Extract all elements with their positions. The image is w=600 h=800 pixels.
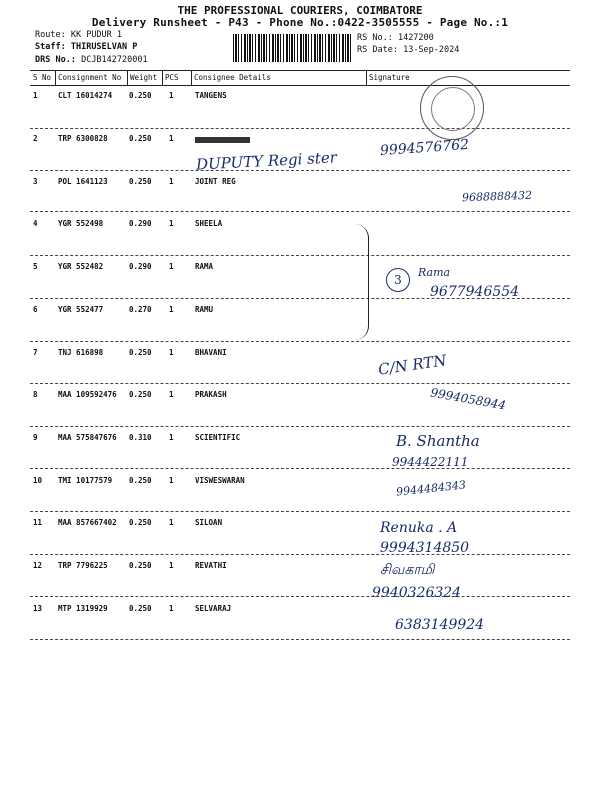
table-row [30,134,570,148]
row-consignment: MTP 1319929 [58,604,108,613]
row-weight: 0.250 [129,91,152,100]
row-pcs: 1 [169,134,174,143]
row-consignment: YGR 552498 [58,219,104,228]
rs-date-value: 13-Sep-2024 [403,45,460,55]
row-sno: 2 [33,134,38,143]
row-sno: 11 [33,518,43,527]
row-weight: 0.270 [129,305,152,314]
handwritten-phone: 9994058944 [429,385,507,413]
table-row [30,177,570,191]
col-divider [162,70,163,86]
row-pcs: 1 [169,348,174,357]
row-pcs: 1 [169,476,174,485]
handwritten-phone: 9994576762 [379,136,470,160]
handwritten-name: Rama [418,266,451,279]
row-separator [30,596,570,597]
row-consignment: CLT 16014274 [58,91,113,100]
stamp-inner-ring [431,87,475,131]
row-consignee: RAMA [195,262,214,271]
group-brace [350,224,369,340]
route-value: KK PUDUR 1 [70,30,123,40]
row-consignee: RAMU [195,305,214,314]
col-header-pcs: PCS [165,73,179,82]
table-row [30,348,570,362]
drs-line [35,55,148,65]
table-row [30,305,570,319]
header-top-line [30,70,570,71]
route-label: Route: [35,30,66,40]
row-consignment: POL 1641123 [58,177,108,186]
row-separator [30,426,570,427]
row-consignee: PRAKASH [195,390,227,399]
handwritten-name: சிவகாமி [380,562,435,578]
row-weight: 0.250 [129,561,152,570]
col-header-consignee: Consignee Details [194,73,271,82]
runsheet-title: Delivery Runsheet - P43 - Phone No.:0422-3505555 - Page No.:1 [91,16,509,29]
row-consignee-struck [195,137,250,143]
table-row [30,476,570,490]
row-pcs: 1 [169,91,174,100]
row-pcs: 1 [169,305,174,314]
row-consignment: TNJ 616898 [58,348,104,357]
handwritten-phone: 9677946554 [430,284,520,300]
row-weight: 0.250 [129,476,152,485]
staff-label: Staff: [35,42,66,52]
handwritten-note: DUPUTY Regi ster [195,148,338,174]
row-pcs: 1 [169,262,174,271]
row-consignee: SELVARAJ [195,604,232,613]
col-divider [127,70,128,86]
row-sno: 5 [33,262,38,271]
handwritten-phone: 9688888432 [461,188,533,205]
table-row [30,262,570,276]
rs-no-label: RS No.: [357,33,393,43]
handwritten-circled-count: 3 [386,268,410,292]
staff-value: THIRUSELVAN P [70,42,138,52]
handwritten-phone: 9994314850 [380,540,470,556]
row-consignment: YGR 552477 [58,305,104,314]
row-separator [30,639,570,640]
row-separator [30,468,570,469]
rs-date-line [357,45,459,55]
row-sno: 9 [33,433,38,442]
row-consignment: TRP 6300828 [58,134,108,143]
row-sno: 3 [33,177,38,186]
row-separator [30,211,570,212]
row-separator [30,383,570,384]
row-pcs: 1 [169,518,174,527]
barcode [233,34,353,62]
row-separator [30,341,570,342]
col-header-consignment: Consignment No [58,73,122,82]
row-sno: 12 [33,561,43,570]
col-divider [366,70,367,86]
row-separator [30,128,570,129]
company-title: THE PROFESSIONAL COURIERS, COIMBATORE [177,4,423,17]
row-consignee: SHEELA [195,219,223,228]
row-sno: 13 [33,604,43,613]
row-consignee: BHAVANI [195,348,227,357]
row-consignee: REVATHI [195,561,227,570]
row-weight: 0.290 [129,262,152,271]
row-weight: 0.250 [129,518,152,527]
table-row [30,518,570,532]
row-pcs: 1 [169,219,174,228]
row-sno: 8 [33,390,38,399]
table-row [30,219,570,233]
row-weight: 0.250 [129,134,152,143]
col-header-signature: Signature [369,73,410,82]
row-sno: 4 [33,219,38,228]
row-sno: 7 [33,348,38,357]
col-divider [55,70,56,86]
rs-no-value: 1427200 [397,33,434,43]
row-pcs: 1 [169,390,174,399]
row-separator [30,255,570,256]
row-separator [30,170,570,171]
header-bottom-line [30,85,570,86]
row-pcs: 1 [169,433,174,442]
row-consignment: TRP 7796225 [58,561,108,570]
col-header-weight: Weight [130,73,158,82]
handwritten-name: Renuka . A [380,520,458,536]
handwritten-note: C/N RTN [377,351,448,379]
row-sno: 1 [33,91,38,100]
row-weight: 0.250 [129,604,152,613]
rs-date-label: RS Date: [357,45,398,55]
rs-no-line [357,33,434,43]
row-consignment: MAA 575847676 [58,433,117,442]
drs-label: DRS No.: [35,55,76,65]
row-pcs: 1 [169,604,174,613]
staff-line [35,42,137,52]
table-row [30,561,570,575]
handwritten-phone: 6383149924 [395,617,485,633]
row-weight: 0.250 [129,177,152,186]
company-stamp [420,76,484,140]
row-consignment: YGR 552482 [58,262,104,271]
row-pcs: 1 [169,561,174,570]
row-weight: 0.310 [129,433,152,442]
row-consignee: VISWESWARAN [195,476,245,485]
row-weight: 0.290 [129,219,152,228]
row-weight: 0.250 [129,348,152,357]
handwritten-name: B. Shantha [396,432,480,450]
row-pcs: 1 [169,177,174,186]
row-consignee: TANGENS [195,91,227,100]
row-consignment: TMI 10177579 [58,476,113,485]
row-separator [30,511,570,512]
row-sno: 10 [33,476,43,485]
table-row [30,604,570,618]
route-line [35,30,122,40]
drs-value: DCJB142720001 [81,55,148,65]
table-row [30,91,570,105]
row-weight: 0.250 [129,390,152,399]
handwritten-phone: 9944484343 [395,478,467,499]
table-row [30,433,570,447]
row-separator [30,554,570,555]
row-consignee: JOINT REG [195,177,236,186]
row-consignment: MAA 857667402 [58,518,117,527]
col-divider [191,70,192,86]
row-sno: 6 [33,305,38,314]
row-consignee: SCIENTIFIC [195,433,241,442]
col-header-sno: S No [33,73,52,82]
handwritten-phone: 9944422111 [392,455,469,469]
handwritten-phone: 9940326324 [372,585,462,601]
row-consignee: SILOAN [195,518,223,527]
row-consignment: MAA 109592476 [58,390,117,399]
